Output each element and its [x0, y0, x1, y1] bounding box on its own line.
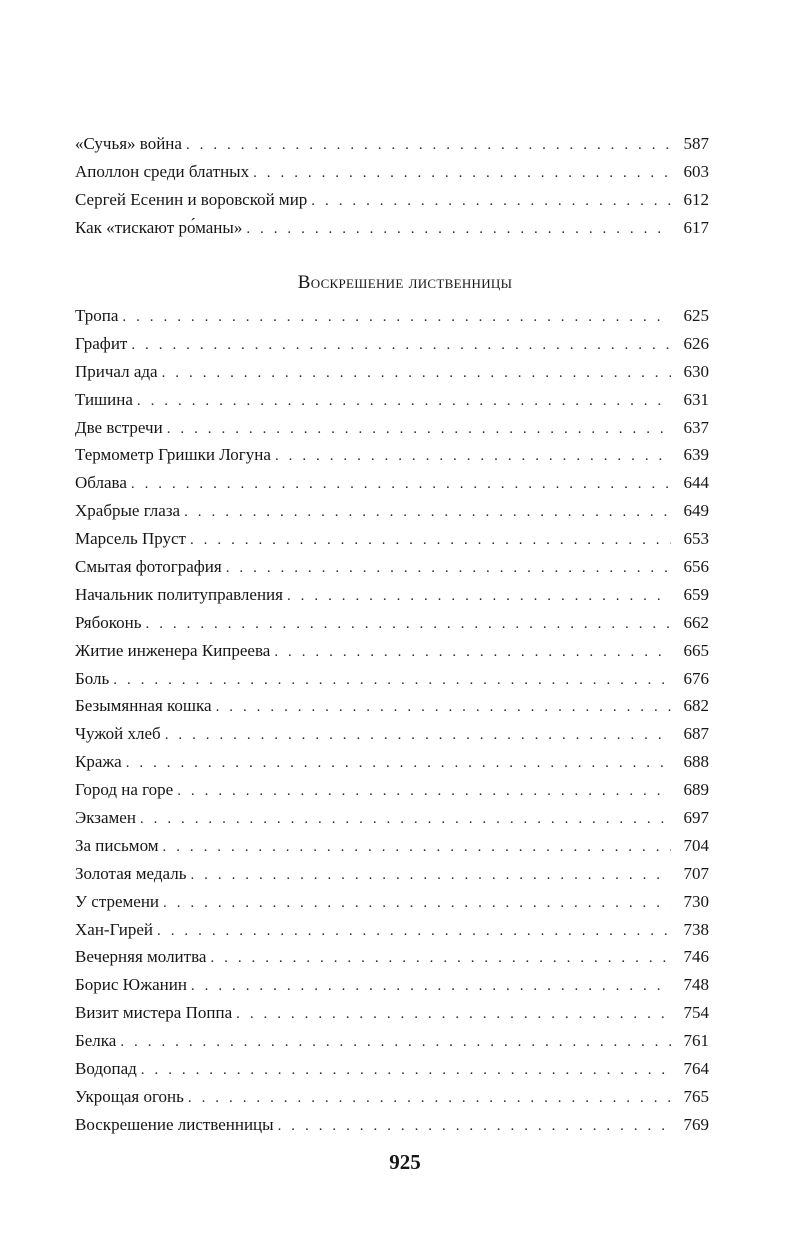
toc-entry-title: Житие инженера Кипреева [75, 640, 271, 660]
toc-entry [75, 1055, 709, 1083]
toc-entry-page: 754 [683, 1003, 709, 1023]
toc-entry [75, 860, 709, 888]
toc-entry-title: Белка [75, 1031, 117, 1051]
toc-entry-page: 738 [683, 919, 709, 939]
toc-entry-page: 659 [683, 584, 709, 604]
toc-entry-page: 603 [683, 161, 709, 181]
toc-entry-title: Аполлон среди блатных [75, 161, 250, 181]
toc-entry-title: Хан-Гирей [75, 919, 154, 939]
toc-entry-title: Кража [75, 752, 122, 772]
toc-entry-page: 687 [683, 724, 709, 744]
dot-leader [126, 750, 671, 778]
toc-entry-title: Графит [75, 333, 128, 353]
toc-entry [75, 916, 709, 944]
toc-entry-page: 707 [683, 863, 709, 883]
dot-leader [190, 862, 671, 890]
toc-entry-page: 612 [683, 189, 709, 209]
dot-leader [137, 388, 671, 416]
dot-leader [141, 1057, 671, 1085]
toc-entry-page: 689 [683, 780, 709, 800]
toc-entry-title: Чужой хлеб [75, 724, 161, 744]
toc-entry-title: Золотая медаль [75, 863, 187, 883]
toc-entry-title: Экзамен [75, 808, 136, 828]
dot-leader [311, 188, 671, 216]
toc-entry-title: Водопад [75, 1059, 137, 1079]
toc-entry-title: Город на горе [75, 780, 174, 800]
toc-entry [75, 581, 709, 609]
toc-entry-page: 637 [683, 417, 709, 437]
section-heading: Воскрешение лиственницы [297, 272, 513, 293]
toc-entry [75, 804, 709, 832]
toc-entry-page: 626 [683, 333, 709, 353]
toc-entry-page: 765 [683, 1086, 709, 1106]
toc-entry [75, 525, 709, 553]
toc-entry-page: 746 [683, 947, 709, 967]
toc-entry [75, 497, 709, 525]
dot-leader [236, 1001, 671, 1029]
toc-entry-page: 631 [683, 389, 709, 409]
toc-list-previous-section [75, 130, 709, 242]
toc-entry [75, 414, 709, 442]
dot-leader [140, 806, 671, 834]
toc-entry [75, 302, 709, 330]
toc-entry-title: Укрощая огонь [75, 1086, 184, 1106]
dot-leader [191, 973, 671, 1001]
toc-entry [75, 1083, 709, 1111]
toc-entry [75, 776, 709, 804]
toc-entry-title: Термометр Гришки Логуна [75, 445, 271, 465]
dot-leader [163, 834, 672, 862]
toc-entry-page: 688 [683, 752, 709, 772]
dot-leader [122, 304, 671, 332]
toc-entry-title: Как «тискают ро́маны» [75, 217, 243, 237]
toc-entry-title: Смытая фотография [75, 557, 222, 577]
toc-list-section [75, 302, 709, 1139]
toc-entry-title: Боль [75, 668, 110, 688]
toc-entry-page: 730 [683, 891, 709, 911]
toc-entry-title: «Сучья» война [75, 134, 182, 153]
toc-entry [75, 888, 709, 916]
toc-entry-page: 653 [683, 529, 709, 549]
toc-entry [75, 748, 709, 776]
dot-leader [226, 555, 671, 583]
toc-entry-title: Визит мистера Поппа [75, 1003, 233, 1023]
dot-leader [287, 583, 671, 611]
toc-entry-title: Храбрые глаза [75, 501, 181, 521]
dot-leader [210, 945, 671, 973]
toc-entry [75, 832, 709, 860]
dot-leader [131, 332, 671, 360]
toc-entry-title: За письмом [75, 835, 159, 855]
dot-leader [163, 890, 671, 918]
toc-entry [75, 358, 709, 386]
toc-entry-title: Безымянная кошка [75, 696, 212, 716]
toc-entry-title: Облава [75, 473, 127, 493]
toc-entry-page: 704 [683, 835, 709, 855]
dot-leader [274, 639, 671, 667]
toc-entry-title: Вечерняя молитва [75, 947, 207, 967]
toc-entry-page: 630 [683, 361, 709, 381]
dot-leader [167, 416, 671, 444]
toc-entry [75, 720, 709, 748]
page-number: 925 [389, 1150, 421, 1174]
toc-entry [75, 386, 709, 414]
toc-entry-page: 639 [683, 445, 709, 465]
toc-entry [75, 943, 709, 971]
toc-entry-title: Начальник политуправления [75, 584, 283, 604]
toc-entry-title: Причал ада [75, 361, 158, 381]
toc-entry-page: 625 [683, 306, 709, 325]
toc-entry [75, 609, 709, 637]
toc-entry-title: Тишина [75, 389, 133, 409]
dot-leader [278, 1113, 671, 1141]
dot-leader [184, 499, 671, 527]
toc-entry [75, 130, 709, 158]
dot-leader [177, 778, 671, 806]
toc-entry-page: 656 [683, 557, 709, 577]
dot-leader [253, 160, 671, 188]
toc-entry [75, 665, 709, 693]
toc-entry-title: Две встречи [75, 417, 163, 437]
dot-leader [186, 132, 671, 160]
toc-entry-page: 649 [683, 501, 709, 521]
dot-leader [165, 722, 671, 750]
dot-leader [146, 611, 671, 639]
toc-entry [75, 441, 709, 469]
toc-entry-page: 676 [683, 668, 709, 688]
toc-entry [75, 214, 709, 242]
toc-entry-title: Тропа [75, 306, 119, 325]
dot-leader [188, 1085, 671, 1113]
dot-leader [246, 216, 671, 244]
dot-leader [216, 694, 671, 722]
toc-entry [75, 553, 709, 581]
dot-leader [275, 443, 671, 471]
toc-entry [75, 469, 709, 497]
toc-entry-title: Борис Южанин [75, 975, 187, 995]
toc-entry-page: 617 [683, 217, 709, 237]
toc-entry [75, 1027, 709, 1055]
toc-entry [75, 186, 709, 214]
toc-entry [75, 999, 709, 1027]
toc-entry [75, 971, 709, 999]
toc-entry [75, 158, 709, 186]
dot-leader [113, 667, 671, 695]
toc-entry-page: 764 [683, 1059, 709, 1079]
dot-leader [190, 527, 671, 555]
toc-entry-title: Сергей Есенин и воровской мир [75, 189, 308, 209]
dot-leader [120, 1029, 671, 1057]
toc-entry [75, 692, 709, 720]
toc-entry-title: У стремени [75, 891, 160, 911]
toc-entry-page: 682 [683, 696, 709, 716]
toc-entry-page: 769 [683, 1114, 709, 1134]
toc-entry-page: 697 [683, 808, 709, 828]
toc-entry [75, 1111, 709, 1139]
toc-entry-page: 665 [683, 640, 709, 660]
toc-entry-page: 662 [683, 612, 709, 632]
toc-entry [75, 330, 709, 358]
dot-leader [162, 360, 671, 388]
toc-entry-page: 644 [683, 473, 709, 493]
toc-entry-page: 761 [683, 1031, 709, 1051]
dot-leader [131, 471, 671, 499]
toc-entry-title: Рябоконь [75, 612, 142, 632]
toc-entry [75, 637, 709, 665]
toc-entry-title: Воскрешение лиственницы [75, 1114, 274, 1134]
dot-leader [157, 918, 671, 946]
toc-entry-title: Марсель Пруст [75, 529, 186, 549]
toc-entry-page: 748 [683, 975, 709, 995]
toc-entry-page: 587 [683, 134, 709, 153]
